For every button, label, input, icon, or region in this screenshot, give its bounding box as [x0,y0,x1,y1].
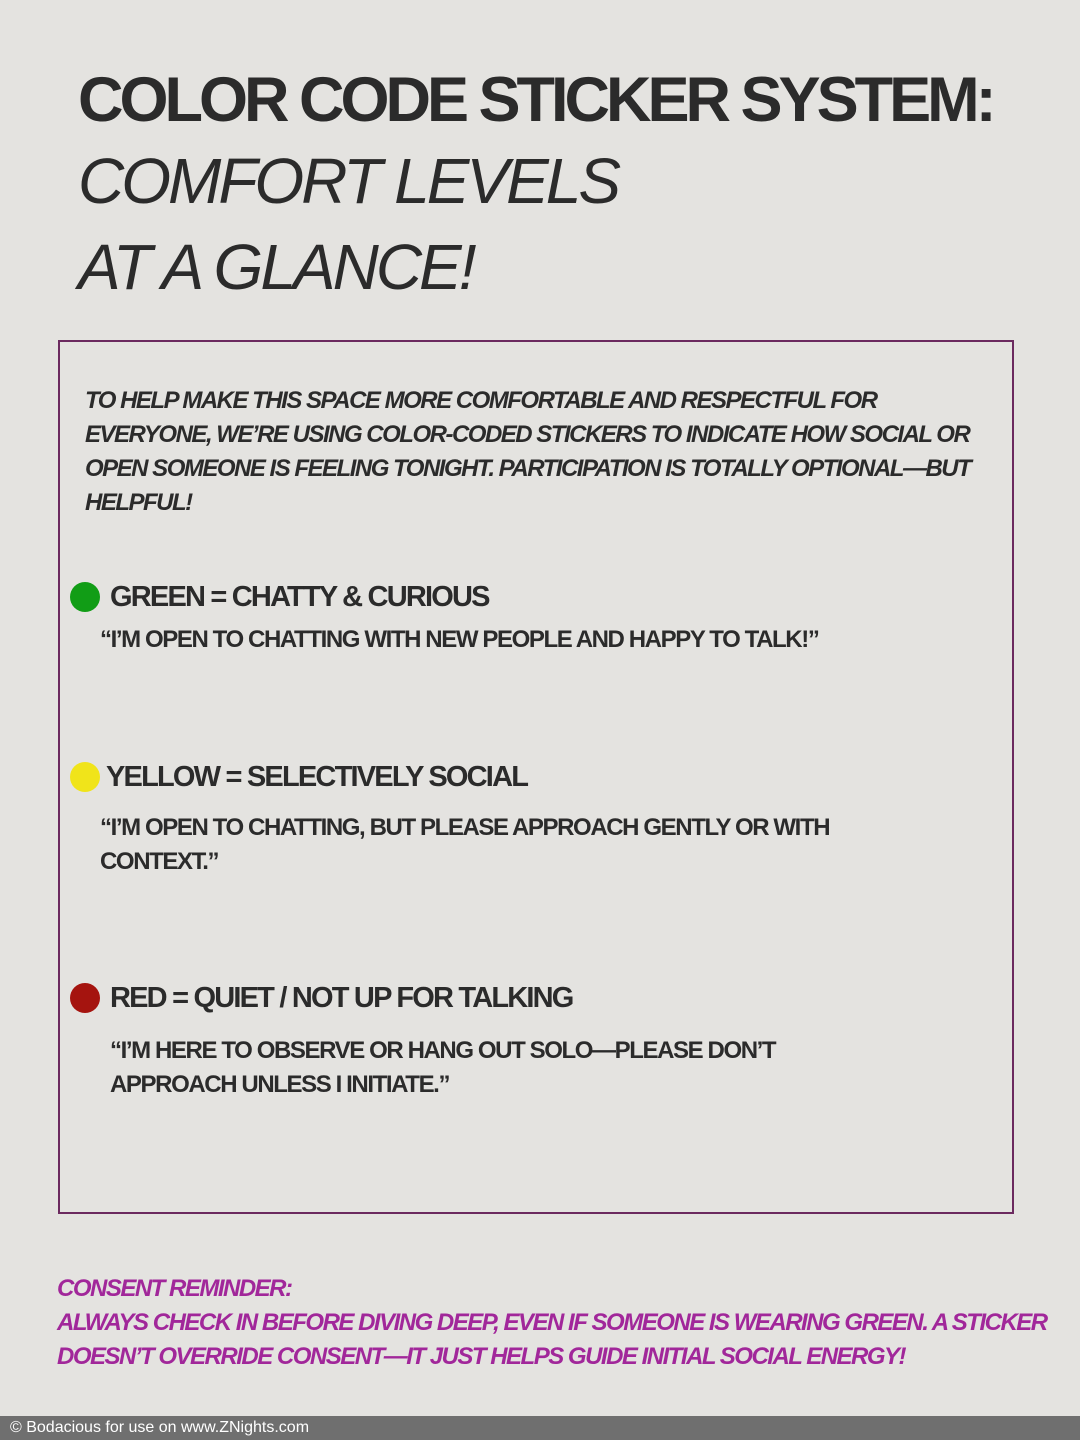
intro-text: TO HELP MAKE THIS SPACE MORE COMFORTABLE AND RESPECTFUL FOR EVERYONE, WE’RE USING COLOR-CODED STICKERS TO INDICATE HOW SOCIAL OR OPEN SOMEONE IS FEELING TONIGHT. PARTICIPATION IS TOTALLY OPTIONAL—BUT HELPFUL! [85,387,971,516]
level-yellow [70,757,970,879]
page-title: COLOR CODE STICKER SYSTEM: [78,65,993,135]
level-red-header [70,978,970,1018]
level-red-title: RED = QUIET / NOT UP FOR TALKING [110,981,573,1014]
consent-reminder [57,1272,1057,1374]
level-yellow-title: YELLOW = SELECTIVELY SOCIAL [106,760,528,793]
consent-body: ALWAYS CHECK IN BEFORE DIVING DEEP, EVEN IF SOMEONE IS WEARING GREEN. A STICKER DOESN’T OVERRIDE CONSENT—IT JUST HELPS GUIDE INITIAL SOCIAL ENERGY! [57,1309,1047,1370]
yellow-dot-icon [70,762,100,792]
level-green-quote: “I’M OPEN TO CHATTING WITH NEW PEOPLE AND HAPPY TO TALK!” [100,626,819,653]
level-yellow-quote: “I’M OPEN TO CHATTING, BUT PLEASE APPROACH GENTLY OR WITH CONTEXT.” [100,814,830,875]
level-green-header [70,577,970,617]
footer-bar [0,1416,1080,1440]
red-dot-icon [70,983,100,1013]
level-red [70,978,970,1102]
level-green-title: GREEN = CHATTY & CURIOUS [110,580,489,613]
page-subtitle-line2: AT A GLANCE! [78,231,474,303]
title-block [78,62,1038,310]
copyright-notice: © Bodacious for use on www.ZNights.com [10,1419,310,1436]
level-red-quote: “I’M HERE TO OBSERVE OR HANG OUT SOLO—PLEASE DON’T APPROACH UNLESS I INITIATE.” [110,1037,776,1098]
page-subtitle-line1: COMFORT LEVELS [78,145,619,217]
consent-heading: CONSENT REMINDER: [57,1275,292,1302]
level-yellow-header [70,757,970,797]
green-dot-icon [70,582,100,612]
level-green [70,577,970,657]
